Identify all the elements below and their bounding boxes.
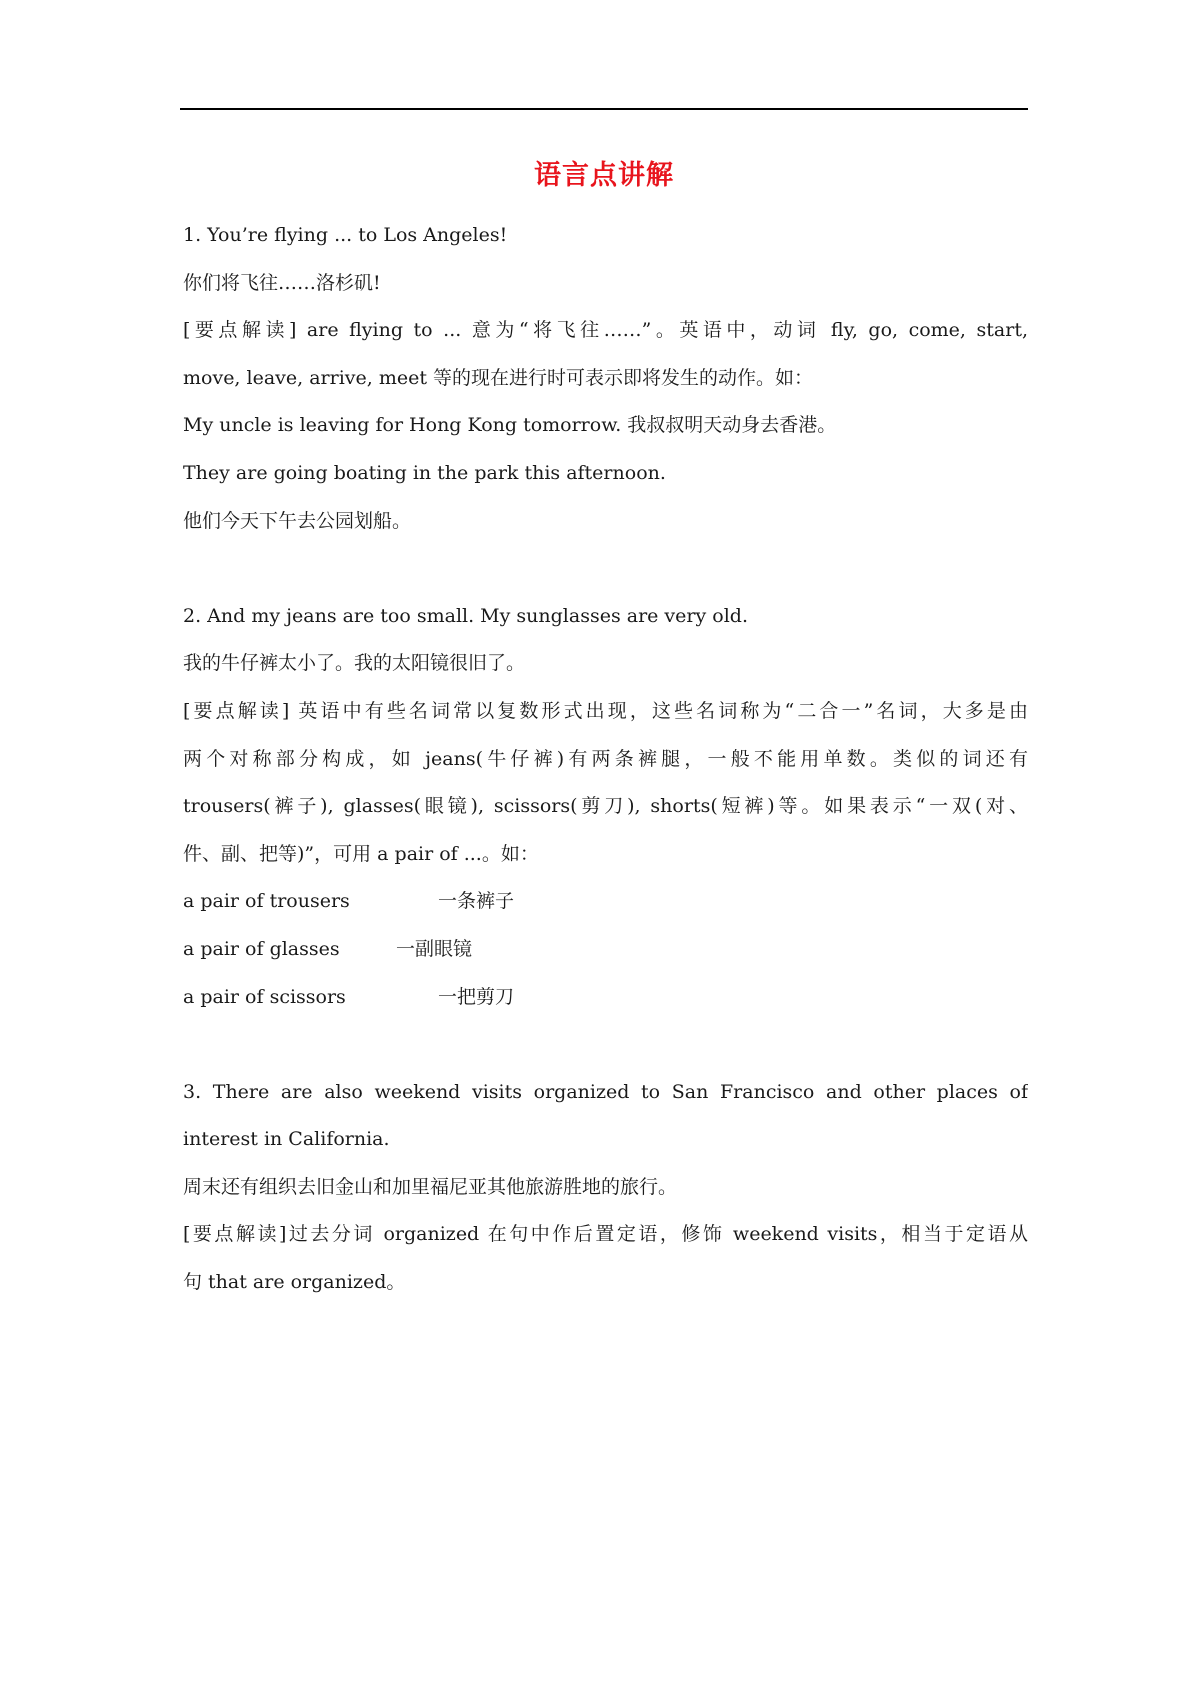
paragraph-gap [183, 545, 1028, 593]
point-2-translation: 我的牛仔裤太小了。我的太阳镜很旧了。 [183, 652, 526, 675]
point-3-translation: 周末还有组织去旧金山和加里福尼亚其他旅游胜地的旅行。 [183, 1175, 678, 1198]
pair-example-row [183, 926, 1028, 974]
paragraph-gap [183, 1021, 1028, 1069]
point-3-explanation-cont: 句 that are organized。 [183, 1271, 406, 1294]
point-2-explanation-cont-2: trousers(裤子), glasses(眼镜), scissors(剪刀), shorts(短裤)等。如果表示“一双(对、 [183, 795, 1028, 818]
language-point-2 [183, 593, 1028, 1021]
pair-example-zh: 一条裤子 [438, 890, 515, 913]
point-1-example-2-translation: 他们今天下午去公园划船。 [183, 509, 412, 532]
point-1-translation: 你们将飞往……洛杉矶! [183, 271, 381, 294]
point-2-explanation-cont-1: 两个对称部分构成，如 jeans(牛仔裤)有两条裤腿，一般不能用单数。类似的词还有 [183, 747, 1028, 770]
pair-example-en: a pair of scissors [183, 985, 346, 1008]
pair-example-en: a pair of glasses [183, 937, 340, 960]
pair-example-row [183, 878, 1028, 926]
point-1-explanation-cont: move, leave, arrive, meet 等的现在进行时可表示即将发生的动作。如： [183, 366, 814, 389]
language-point-1 [183, 212, 1028, 545]
header-rule [180, 108, 1028, 110]
page-title: 语言点讲解 [534, 160, 674, 191]
point-1-sentence: 1. You’re flying ... to Los Angeles! [183, 224, 508, 246]
pair-example-row [183, 974, 1028, 1022]
point-3-explanation: [要点解读]过去分词 organized 在句中作后置定语，修饰 weekend visits，相当于定语从 [183, 1223, 1028, 1246]
point-1-example-1: My uncle is leaving for Hong Kong tomorrow. 我叔叔明天动身去香港。 [183, 414, 837, 437]
point-3-sentence: 3. There are also weekend visits organized to San Francisco and other places of [183, 1080, 1028, 1103]
pair-example-zh: 一把剪刀 [438, 985, 515, 1008]
point-1-example-2: They are going boating in the park this afternoon. [183, 461, 666, 484]
language-point-3 [183, 1069, 1028, 1307]
point-2-explanation-cont-3: 件、副、把等)”，可用 a pair of ...。如： [183, 842, 539, 865]
pair-example-en: a pair of trousers [183, 890, 350, 913]
point-2-explanation: [要点解读] 英语中有些名词常以复数形式出现，这些名词称为“二合一”名词，大多是由 [183, 699, 1028, 722]
document-body [183, 212, 1028, 1307]
point-3-sentence-cont: interest in California. [183, 1128, 390, 1151]
point-2-sentence: 2. And my jeans are too small. My sunglasses are very old. [183, 604, 748, 627]
pair-example-zh: 一副眼镜 [396, 937, 473, 960]
point-1-explanation: [要点解读] are flying to ... 意为“将飞往……”。英语中，动词 fly, go, come, start, [183, 319, 1028, 342]
